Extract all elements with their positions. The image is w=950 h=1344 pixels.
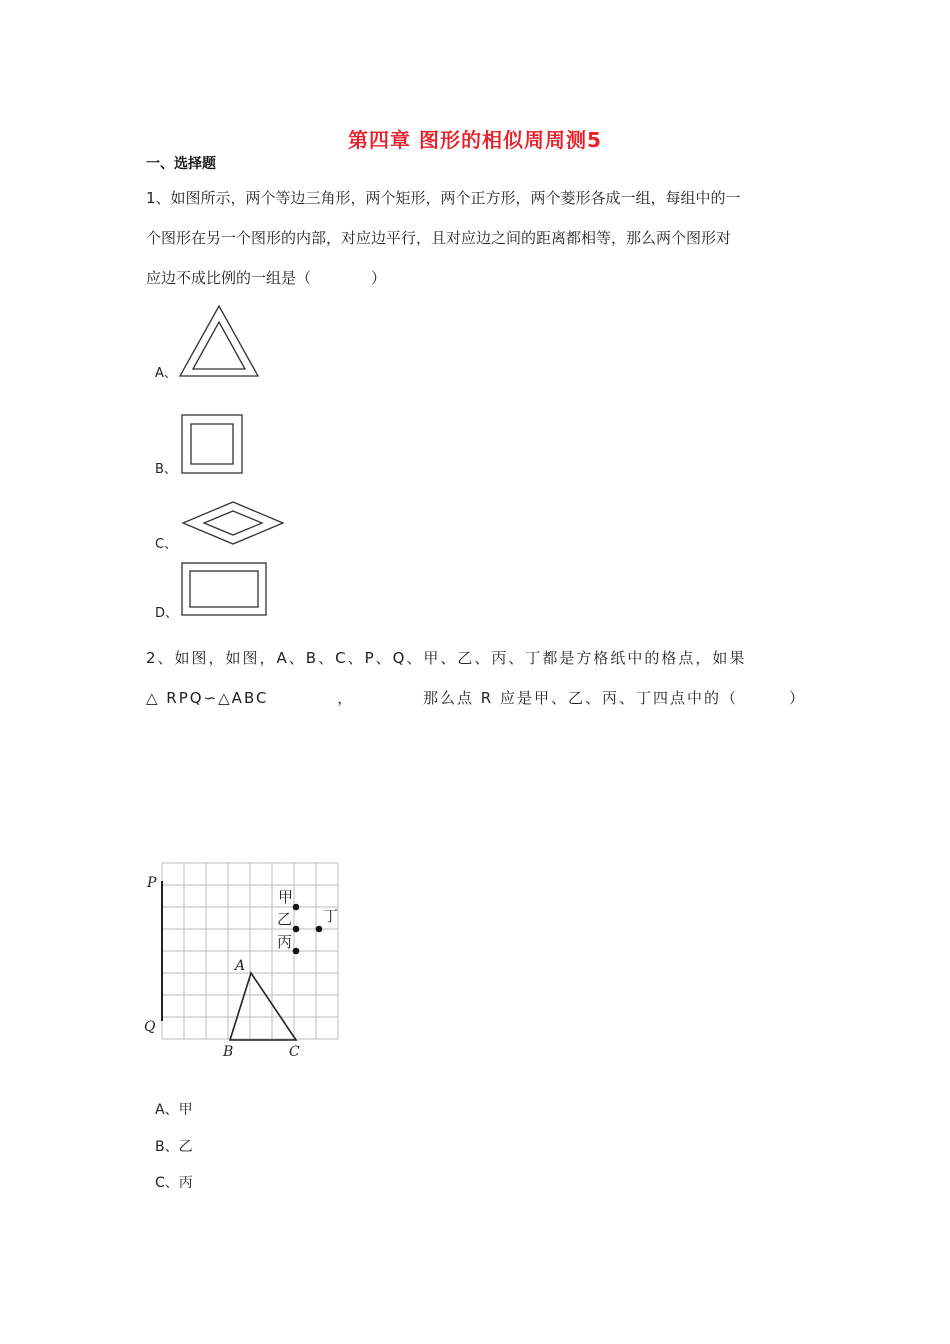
label-a: A — [235, 958, 246, 974]
point-ding — [316, 926, 323, 933]
q2-option-a: A、甲 — [155, 1102, 193, 1118]
label-yi: 乙 — [277, 910, 293, 928]
section-heading: 一、选择题 — [146, 156, 216, 172]
question-2-separator: ， — [337, 689, 355, 707]
similarity-expression: △ RPQ∽△ABC — [146, 689, 269, 707]
option-b-label: B、 — [155, 462, 177, 477]
question-2-line-1: 2、如图，如图，A、B、C、P、Q、甲、乙、丙、丁都是方格纸中的格点，如果 — [146, 649, 747, 667]
question-1-line-1: 1、如图所示，两个等边三角形，两个矩形，两个正方形，两个菱形各成一组，每组中的一 — [146, 189, 741, 207]
question-2-line-2-rest: 那么点 R 应是甲、乙、丙、丁四点中的（ ） — [423, 689, 806, 707]
q2-option-c: C、丙 — [155, 1175, 193, 1191]
option-c-rhombi-figure — [180, 499, 286, 547]
square-grid — [162, 863, 338, 1039]
label-bing: 丙 — [277, 933, 293, 951]
point-bing — [293, 948, 300, 955]
page-title: 第四章 图形的相似周周测5 — [348, 128, 602, 152]
inner-rhombus — [204, 511, 262, 535]
inner-triangle — [193, 322, 245, 369]
label-c: C — [289, 1044, 300, 1060]
option-a-label: A、 — [155, 366, 177, 381]
q2-option-b: B、乙 — [155, 1139, 193, 1155]
label-jia: 甲 — [278, 888, 294, 906]
option-c-label: C、 — [155, 537, 178, 552]
label-ding: 丁 — [323, 907, 339, 925]
point-jia — [293, 904, 300, 911]
inner-square — [191, 424, 233, 464]
option-b-squares-figure — [180, 413, 246, 475]
option-d-rectangles-figure — [180, 561, 268, 617]
outer-triangle — [180, 306, 258, 376]
label-b: B — [223, 1044, 234, 1060]
question-1-line-2: 个图形在另一个图形的内部，对应边平行，且对应边之间的距离都相等，那么两个图形对 — [146, 229, 732, 247]
question-1-text — [146, 178, 806, 298]
point-yi — [293, 926, 300, 933]
question-1-line-3: 应边不成比例的一组是（ ） — [146, 269, 387, 287]
outer-rhombus — [183, 502, 283, 544]
triangle-abc — [230, 973, 296, 1040]
option-a-triangles-figure — [176, 303, 262, 379]
question-2-line-2 — [146, 678, 806, 718]
label-q: Q — [144, 1019, 156, 1035]
inner-rectangle — [190, 571, 258, 607]
grid-figure — [140, 855, 350, 1065]
option-d-label: D、 — [155, 606, 179, 621]
question-2-text — [146, 638, 806, 718]
label-p: P — [147, 875, 157, 891]
